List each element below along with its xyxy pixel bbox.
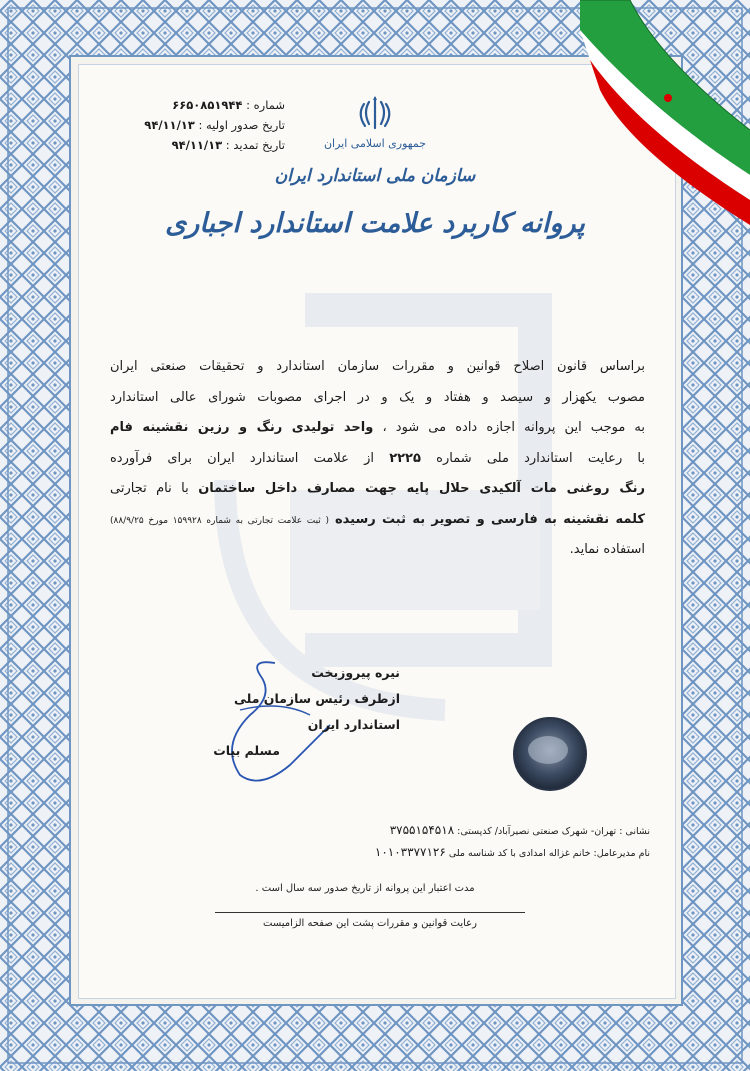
postal-code: ۳۷۵۵۱۵۴۵۱۸ xyxy=(389,823,455,837)
organization-name: سازمان ملی استاندارد ایران xyxy=(274,166,476,186)
renewal-date-row xyxy=(140,135,285,155)
certificate-title: پروانه کاربرد علامت استاندارد اجباری xyxy=(165,208,585,239)
standard-number: ۲۲۲۵ xyxy=(389,450,421,466)
body-line: مصوب یکهزار و سیصد و هفتاد و یک و در اجرای مصوبات شورای عالی استاندارد xyxy=(110,389,645,405)
body-line: رنگ روغنی مات آلکیدی حلال پایه جهت مصارف داخل ساختمان با نام تجارتی xyxy=(110,481,645,496)
body-line: استفاده نماید. xyxy=(569,542,645,557)
number-row xyxy=(140,95,285,115)
footer-note: رعایت قوانین و مقررات پشت این صفحه الزامیست xyxy=(263,918,477,929)
national-id: ۱۰۱۰۳۳۷۷۱۲۶ xyxy=(374,845,446,859)
certificate-body xyxy=(110,352,645,566)
company-name: واحد تولیدی رنگ و رزین نقشینه فام xyxy=(110,420,374,435)
body-line xyxy=(110,505,645,536)
address-block xyxy=(350,820,650,864)
certificate-meta xyxy=(140,95,285,155)
product-name: رنگ روغنی مات آلکیدی حلال پایه جهت مصارف داخل ساختمان xyxy=(198,481,645,496)
signatory-unit: مسلم بیات xyxy=(213,743,280,758)
renewal-date-label: تاریخ تمدید : xyxy=(225,138,285,152)
renewal-date-value: ۹۴/۱۱/۱۳ xyxy=(171,138,223,152)
issue-date-row xyxy=(140,115,285,135)
signatory-name: نیره پیروزبخت xyxy=(311,665,400,680)
body-line: براساس قانون اصلاح قوانین و مقررات سازمان استاندارد و تحقیقات صنعتی ایران xyxy=(110,359,645,374)
manager-row: نام مدیرعامل: خانم غزاله امدادی با کد شناسه ملی ۱۰۱۰۳۳۷۷۱۲۶ xyxy=(374,845,650,859)
issue-date-value: ۹۴/۱۱/۱۳ xyxy=(144,118,195,132)
divider xyxy=(215,912,525,913)
iran-flag-ribbon xyxy=(570,0,750,225)
number-label: شماره : xyxy=(246,98,285,112)
body-line: با رعایت استاندارد ملی شماره ۲۲۲۵ از علامت استاندارد ایران برای فرآورده xyxy=(110,450,645,466)
address-row: نشانی : تهران- شهرک صنعتی نصیرآباد/ کدپستی: ۳۷۵۵۱۵۴۵۱۸ xyxy=(389,823,650,837)
issue-date-label: تاریخ صدور اولیه : xyxy=(198,118,285,132)
signature-block xyxy=(180,660,400,764)
trademark-registration-note: ( ثبت علامت تجارتی به شماره ۱۵۹۹۲۸ مورخ ۸۸/۹/۲۵) xyxy=(110,515,329,526)
body-line: به موجب این پروانه اجازه داده می شود ، واحد تولیدی رنگ و رزین نقشینه فام xyxy=(110,420,645,435)
iran-emblem-icon xyxy=(355,94,395,134)
signatory-role: ازطرف رئیس سازمان ملی استاندارد ایران xyxy=(233,691,400,732)
number-value: ۶۶۵۰۸۵۱۹۴۴ xyxy=(172,98,243,112)
brand-name: کلمه نقشینه به فارسی و تصویر به ثبت رسیده xyxy=(334,511,645,527)
republic-name: جمهوری اسلامی ایران xyxy=(323,137,427,150)
validity-note: مدت اعتبار این پروانه از تاریخ صدور سه سال است . xyxy=(255,883,475,894)
hologram-seal-icon xyxy=(510,714,590,794)
